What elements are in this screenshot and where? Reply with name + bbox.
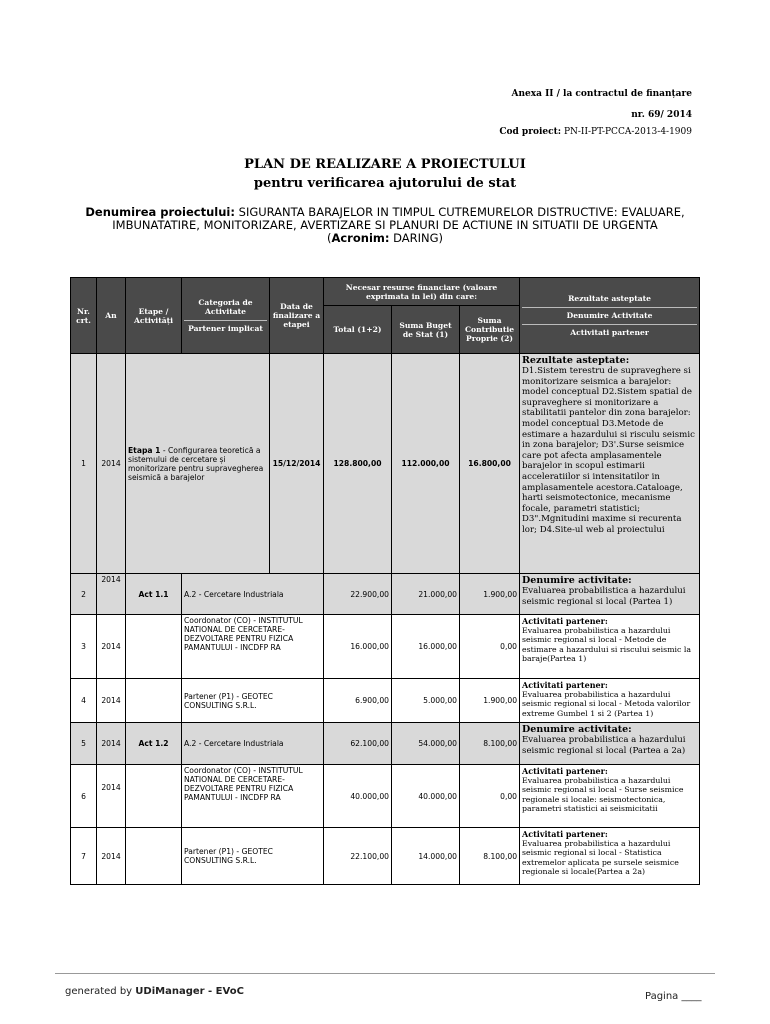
header-an: An xyxy=(97,278,126,354)
cell-rezultate xyxy=(520,828,700,885)
footer-divider xyxy=(55,973,715,974)
activitati-partener-title: Activitati partener: xyxy=(522,616,608,626)
header-data: Data de finalizare a etapei xyxy=(270,278,324,354)
header-buget: Suma Buget de Stat (1) xyxy=(392,306,460,354)
cell-rezultate xyxy=(520,679,700,723)
activitati-partener-title: Activitati partener: xyxy=(522,829,608,839)
table-row xyxy=(71,765,700,828)
cell-contributie: 16.800,00 xyxy=(460,354,520,574)
cell-partener: Partener (P1) - GEOTEC CONSULTING S.R.L. xyxy=(182,679,324,723)
denumire-activitate-title: Denumire activitate: xyxy=(522,575,632,586)
cell-total: 128.800,00 xyxy=(324,354,392,574)
denumire-activitate-text: Evaluarea probabilistica a hazardului seismic regional si local (Partea a 2a) xyxy=(522,735,686,756)
cell-rezultate xyxy=(520,354,700,574)
cell-nr: 1 xyxy=(71,354,97,574)
cell-total: 16.000,00 xyxy=(324,615,392,679)
activitati-partener-title: Activitati partener: xyxy=(522,766,608,776)
cell-nr: 6 xyxy=(71,765,97,828)
cell-rezultate xyxy=(520,615,700,679)
cell-buget: 112.000,00 xyxy=(392,354,460,574)
table-header-row-1 xyxy=(71,278,700,306)
project-name-label: Denumirea proiectului: xyxy=(85,205,235,219)
cell-buget: 14.000,00 xyxy=(392,828,460,885)
acronym-value: DARING) xyxy=(393,231,444,245)
cell-rezultate xyxy=(520,723,700,765)
cell-buget: 21.000,00 xyxy=(392,574,460,615)
annex-reference xyxy=(511,89,692,99)
rezultate-title: Rezultate asteptate: xyxy=(522,355,630,366)
cell-rezultate xyxy=(520,765,700,828)
cell-an: 2014 xyxy=(97,723,126,765)
table-row xyxy=(71,615,700,679)
plan-table xyxy=(70,277,700,885)
etapa-label: Etapa 1 xyxy=(128,445,161,455)
cell-buget: 16.000,00 xyxy=(392,615,460,679)
acronym-label: Acronim: xyxy=(331,231,390,245)
cell-buget: 54.000,00 xyxy=(392,723,460,765)
page-subtitle: pentru verificarea ajutorului de stat xyxy=(253,176,517,191)
activitati-partener-text: Evaluarea probabilistica a hazardului seismic regional si local - Metode de estimare a hazardului si riscului seismic la baraje(Partea 1) xyxy=(522,626,691,664)
cell-contributie: 1.900,00 xyxy=(460,679,520,723)
annex-text: Anexa II / la contractul de finanțare xyxy=(511,89,692,99)
cell-activitate-empty xyxy=(126,765,182,828)
contract-number-text: nr. 69/ 2014 xyxy=(631,110,692,120)
table-row xyxy=(71,354,700,574)
cell-nr: 4 xyxy=(71,679,97,723)
table-row xyxy=(71,828,700,885)
cell-contributie: 8.100,00 xyxy=(460,828,520,885)
cell-an: 2014 xyxy=(97,615,126,679)
cell-an: 2014 xyxy=(97,574,126,615)
footer-generated-prefix: generated by xyxy=(65,986,136,997)
footer-generated-tool: UDiManager - EVoC xyxy=(135,986,244,997)
rezultate-text: D1.Sistem terestru de supraveghere si monitorizare seismica a barajelor: model conceptual D2.Sistem spatial de supraveghere si monitorizare a stabilitatii pantelor din zona barajelor: model conceptual D3.Metode de estimare a hazardului si risculu seismic in zona barajelor; D3'.Surse seismice care pot afecta amplasamentele barajelor in scopul estimarii acceleratiilor si intensitatilor in amplasamentele acestora.Cataloage, harti seismotectonice, mecanisme focale, parametri statistici; D3".Mgnitudini maxime si recurenta lor; D4.Site-ul web al proiectului xyxy=(522,366,695,535)
header-contributie: Suma Contributie Proprie (2) xyxy=(460,306,520,354)
denumire-activitate-text: Evaluarea probabilistica a hazardului seismic regional si local (Partea 1) xyxy=(522,586,686,607)
page-title: PLAN DE REALIZARE A PROIECTULUI xyxy=(244,157,526,172)
header-nr: Nr. crt. xyxy=(71,278,97,354)
cell-data: 15/12/2014 xyxy=(270,354,324,574)
header-etape: Etape / Activități xyxy=(126,278,182,354)
cell-nr: 7 xyxy=(71,828,97,885)
footer-page: Pagina ____ xyxy=(645,991,702,1002)
cell-nr: 2 xyxy=(71,574,97,615)
activitati-partener-text: Evaluarea probabilistica a hazardului seismic regional si local - Surse seismice regionale si locale: seismotectonica, parametri statistici ai seismicitatii xyxy=(522,776,684,814)
cell-partener: Partener (P1) - GEOTEC CONSULTING S.R.L. xyxy=(182,828,324,885)
activitati-partener-text: Evaluarea probabilistica a hazardului seismic regional si local - Statistica extremelor aplicata pe sursele seismice regionale si locale(Partea a 2a) xyxy=(522,839,679,877)
activitati-partener-text: Evaluarea probabilistica a hazardului seismic regional si local - Metoda valorilor extreme Gumbel 1 si 2 (Partea 1) xyxy=(522,690,691,718)
cell-buget: 40.000,00 xyxy=(392,765,460,828)
header-rezultate-label: Rezultate asteptate xyxy=(568,294,651,303)
cell-an: 2014 xyxy=(97,828,126,885)
cell-an: 2014 xyxy=(97,765,126,828)
cell-activitate-empty xyxy=(126,679,182,723)
cell-partener: Coordonator (CO) - INSTITUTUL NATIONAL DE CERCETARE-DEZVOLTARE PENTRU FIZICA PAMANTULUI - INCDFP RA xyxy=(182,615,324,679)
cell-rezultate xyxy=(520,574,700,615)
cell-total: 62.100,00 xyxy=(324,723,392,765)
cell-activitate: Act 1.2 xyxy=(126,723,182,765)
project-code-value: PN-II-PT-PCCA-2013-4-1909 xyxy=(563,127,692,137)
cell-total: 22.900,00 xyxy=(324,574,392,615)
denumire-activitate-title: Denumire activitate: xyxy=(522,724,632,735)
project-name-block xyxy=(70,206,700,245)
cell-an: 2014 xyxy=(97,679,126,723)
header-activitati-partener: Activitati partener xyxy=(522,324,697,337)
cell-activitate: Act 1.1 xyxy=(126,574,182,615)
cell-total: 40.000,00 xyxy=(324,765,392,828)
etapa-description: - Configurarea teoretică a sistemului de cercetare și monitorizare pentru supravegherea seismică a barajelor xyxy=(128,445,264,482)
contract-number xyxy=(631,110,692,120)
acronym-open: ( xyxy=(326,231,332,245)
cell-an: 2014 xyxy=(97,354,126,574)
cell-nr: 3 xyxy=(71,615,97,679)
cell-activitate-empty xyxy=(126,615,182,679)
project-code-label: Cod proiect: xyxy=(499,127,562,137)
cell-partener: Coordonator (CO) - INSTITUTUL NATIONAL DE CERCETARE-DEZVOLTARE PENTRU FIZICA PAMANTULUI - INCDFP RA xyxy=(182,765,324,828)
cell-contributie: 8.100,00 xyxy=(460,723,520,765)
header-total: Total (1+2) xyxy=(324,306,392,354)
cell-buget: 5.000,00 xyxy=(392,679,460,723)
header-partener-label: Partener implicat xyxy=(184,320,267,333)
cell-contributie: 0,00 xyxy=(460,615,520,679)
footer-generated xyxy=(65,986,244,997)
cell-contributie: 0,00 xyxy=(460,765,520,828)
header-necesar: Necesar resurse financiare (valoare exprimata in lei) din care: xyxy=(324,278,520,306)
activitati-partener-title: Activitati partener: xyxy=(522,680,608,690)
header-denumire-activitate: Denumire Activitate xyxy=(522,307,697,320)
cell-nr: 5 xyxy=(71,723,97,765)
project-code xyxy=(499,127,692,137)
cell-etapa xyxy=(126,354,270,574)
cell-categorie: A.2 - Cercetare Industriala xyxy=(182,574,324,615)
project-name-value: SIGURANTA BARAJELOR IN TIMPUL CUTREMURELOR DISTRUCTIVE: EVALUARE, IMBUNATATIRE, MONITORIZARE, AVERTIZARE SI PLANURI DE ACTIUNE IN SITUATII DE URGENTA xyxy=(112,205,685,232)
cell-categorie: A.2 - Cercetare Industriala xyxy=(182,723,324,765)
table-row xyxy=(71,574,700,615)
header-rezultate xyxy=(520,278,700,354)
table-row xyxy=(71,723,700,765)
cell-total: 6.900,00 xyxy=(324,679,392,723)
cell-contributie: 1.900,00 xyxy=(460,574,520,615)
cell-activitate-empty xyxy=(126,828,182,885)
cell-total: 22.100,00 xyxy=(324,828,392,885)
header-categoria xyxy=(182,278,270,354)
table-row xyxy=(71,679,700,723)
header-categoria-label: Categoria de Activitate xyxy=(198,298,253,316)
